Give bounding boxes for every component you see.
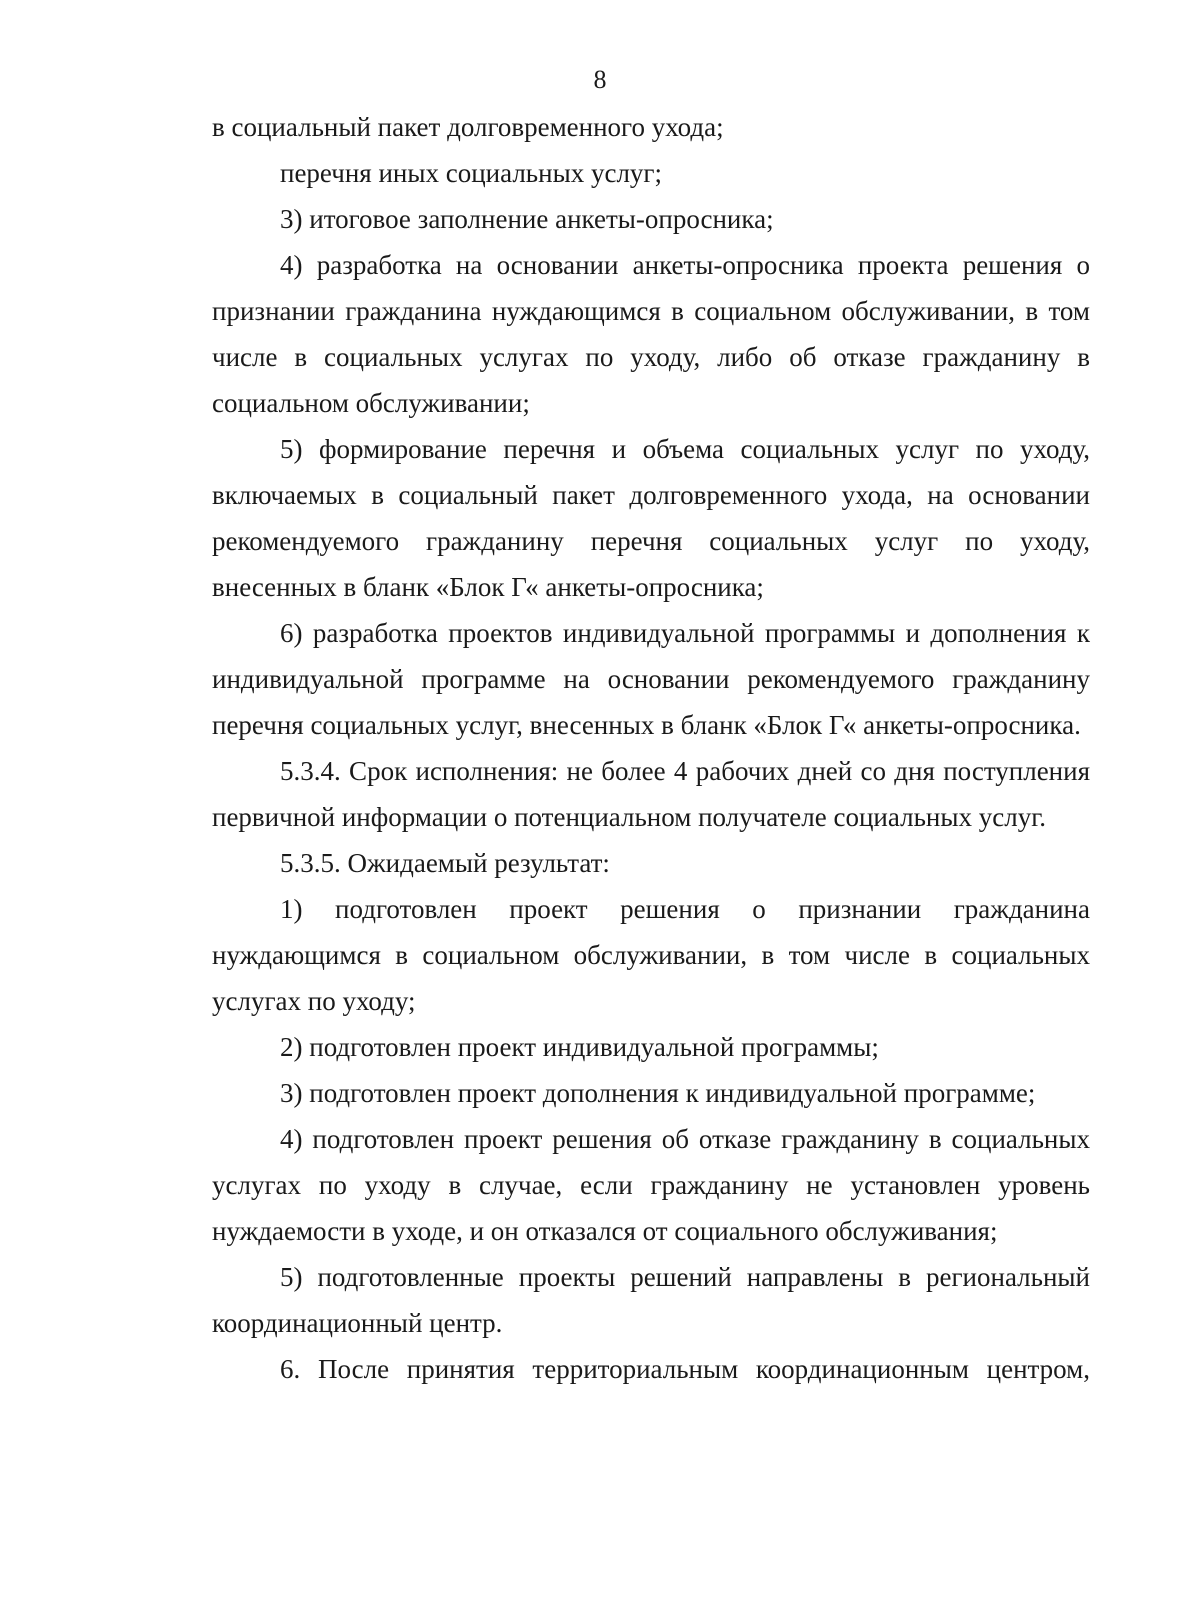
paragraph-list-item: 6) разработка проектов индивидуальной программы и дополнения к индивидуальной программе на основании рекомендуемого гражданину перечня социальных услуг, внесенных в бланк «Блок Г« анкеты-опросника. xyxy=(212,618,1090,740)
paragraph-continuation: в социальный пакет долговременного ухода; xyxy=(212,112,724,142)
paragraph-list-item: перечня иных социальных услуг; xyxy=(280,158,662,188)
paragraph-list-item: 5) подготовленные проекты решений направлены в региональный координационный центр. xyxy=(212,1262,1090,1338)
paragraph-list-item: 3) итоговое заполнение анкеты-опросника; xyxy=(280,204,774,234)
paragraph-list-item: 1) подготовлен проект решения о признании гражданина нуждающимся в социальном обслуживании, в том числе в социальных услугах по уходу; xyxy=(212,894,1090,1016)
paragraph-deadline: 5.3.4. Срок исполнения: не более 4 рабочих дней со дня поступления первичной информации о потенциальном получателе социальных услуг. xyxy=(212,756,1090,832)
paragraph-section-start: 6. После принятия территориальным координационным центром, xyxy=(280,1354,1090,1384)
paragraph-heading-result: 5.3.5. Ожидаемый результат: xyxy=(280,848,610,878)
paragraph-list-item: 4) подготовлен проект решения об отказе гражданину в социальных услугах по уходу в случае, если гражданину не установлен уровень нуждаемости в уходе, и он отказался от социального обслуживания; xyxy=(212,1124,1090,1246)
paragraph-list-item: 4) разработка на основании анкеты-опросника проекта решения о признании гражданина нуждающимся в социальном обслуживании, в том числе в социальных услугах по уходу, либо об отказе гражданину в социальном обслуживании; xyxy=(212,250,1090,418)
page-number: 8 xyxy=(593,65,607,94)
paragraph-list-item: 5) формирование перечня и объема социальных услуг по уходу, включаемых в социальный пакет долговременного ухода, на основании рекомендуемого гражданину перечня социальных услуг по уходу, внесенных в бланк «Блок Г« анкеты-опросника; xyxy=(212,434,1090,602)
document-body xyxy=(212,104,1090,1392)
paragraph-list-item: 2) подготовлен проект индивидуальной программы; xyxy=(280,1032,879,1062)
paragraph-list-item: 3) подготовлен проект дополнения к индивидуальной программе; xyxy=(280,1078,1036,1108)
